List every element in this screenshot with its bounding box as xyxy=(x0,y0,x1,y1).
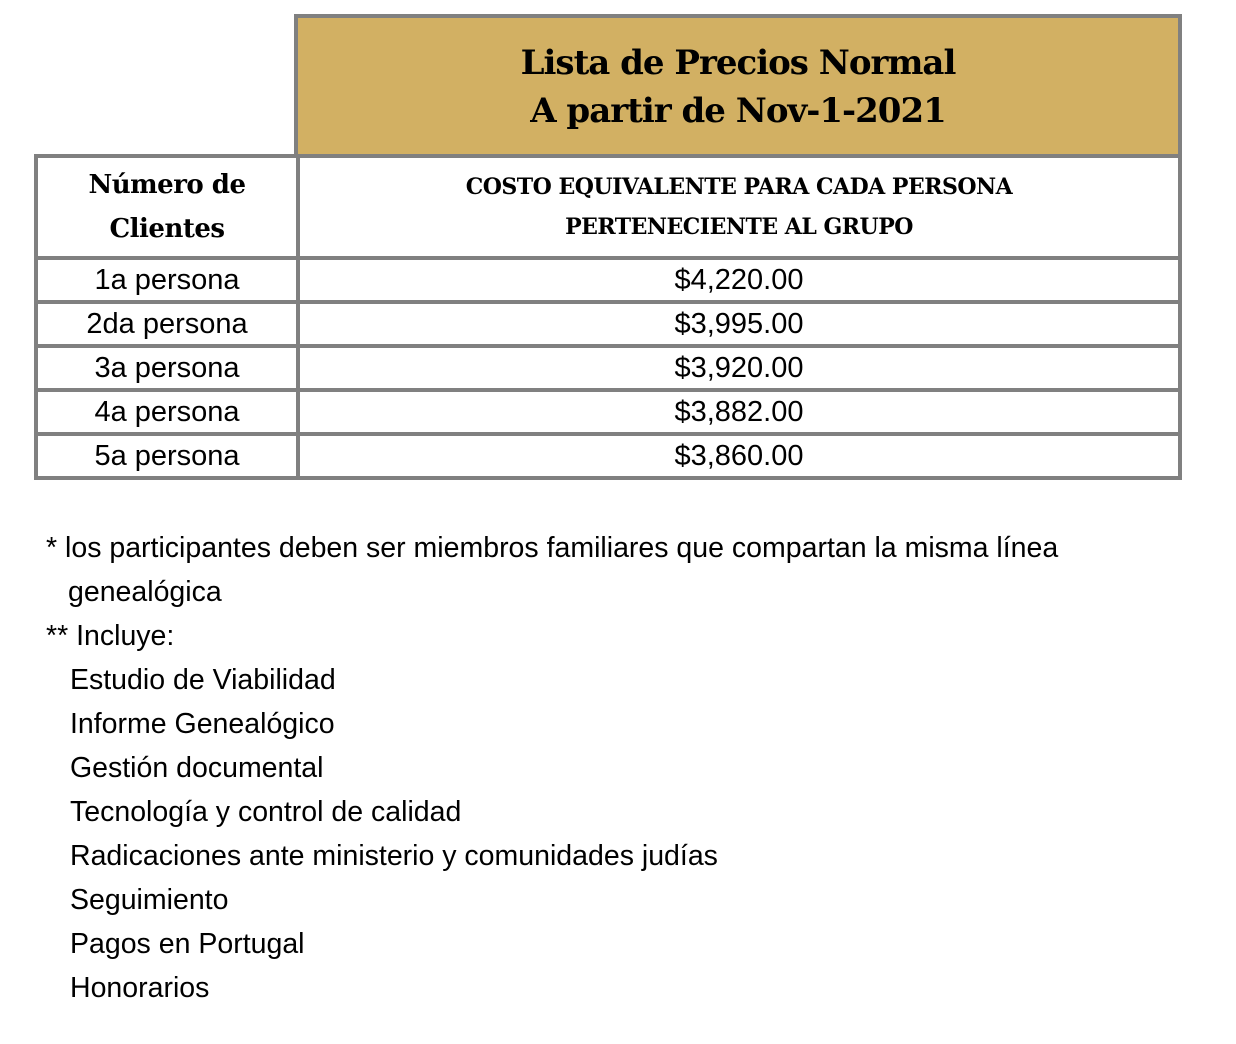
title-line-2: A partir de Nov-1-2021 xyxy=(530,91,946,131)
cost-cell: $3,920.00 xyxy=(298,346,1180,390)
include-item: Radicaciones ante ministerio y comunidades judías xyxy=(70,840,718,872)
include-item: Informe Genealógico xyxy=(70,708,335,740)
note-family-requirement-cont: genealógica xyxy=(68,576,222,608)
header-client-count: Número de Clientes xyxy=(36,156,298,258)
cost-cell: $4,220.00 xyxy=(298,258,1180,302)
include-item: Gestión documental xyxy=(70,752,324,784)
include-item: Estudio de Viabilidad xyxy=(70,664,336,696)
client-cell: 2da persona xyxy=(36,302,298,346)
include-item: Seguimiento xyxy=(70,884,229,916)
title-line-1: Lista de Precios Normal xyxy=(520,43,956,83)
client-cell: 5a persona xyxy=(36,434,298,478)
include-item: Tecnología y control de calidad xyxy=(70,796,462,828)
table-row xyxy=(36,434,1180,478)
table-row xyxy=(36,302,1180,346)
table-row xyxy=(36,346,1180,390)
table-header-row xyxy=(36,156,1180,258)
cost-cell: $3,995.00 xyxy=(298,302,1180,346)
note-family-requirement: * los participantes deben ser miembros familiares que compartan la misma línea xyxy=(46,532,1059,564)
note-includes-title: ** Incluye: xyxy=(46,620,175,652)
include-item: Pagos en Portugal xyxy=(70,928,305,960)
include-item: Honorarios xyxy=(70,972,210,1004)
client-cell: 1a persona xyxy=(36,258,298,302)
cost-cell: $3,860.00 xyxy=(298,434,1180,478)
header-cost-per-person: COSTO EQUIVALENTE PARA CADA PERSONA PERTENECIENTE AL GRUPO xyxy=(298,156,1180,258)
price-table xyxy=(34,154,1182,480)
client-cell: 3a persona xyxy=(36,346,298,390)
client-cell: 4a persona xyxy=(36,390,298,434)
price-list-title xyxy=(294,14,1182,156)
footnotes xyxy=(46,526,1226,1010)
table-row xyxy=(36,258,1180,302)
table-row xyxy=(36,390,1180,434)
cost-cell: $3,882.00 xyxy=(298,390,1180,434)
